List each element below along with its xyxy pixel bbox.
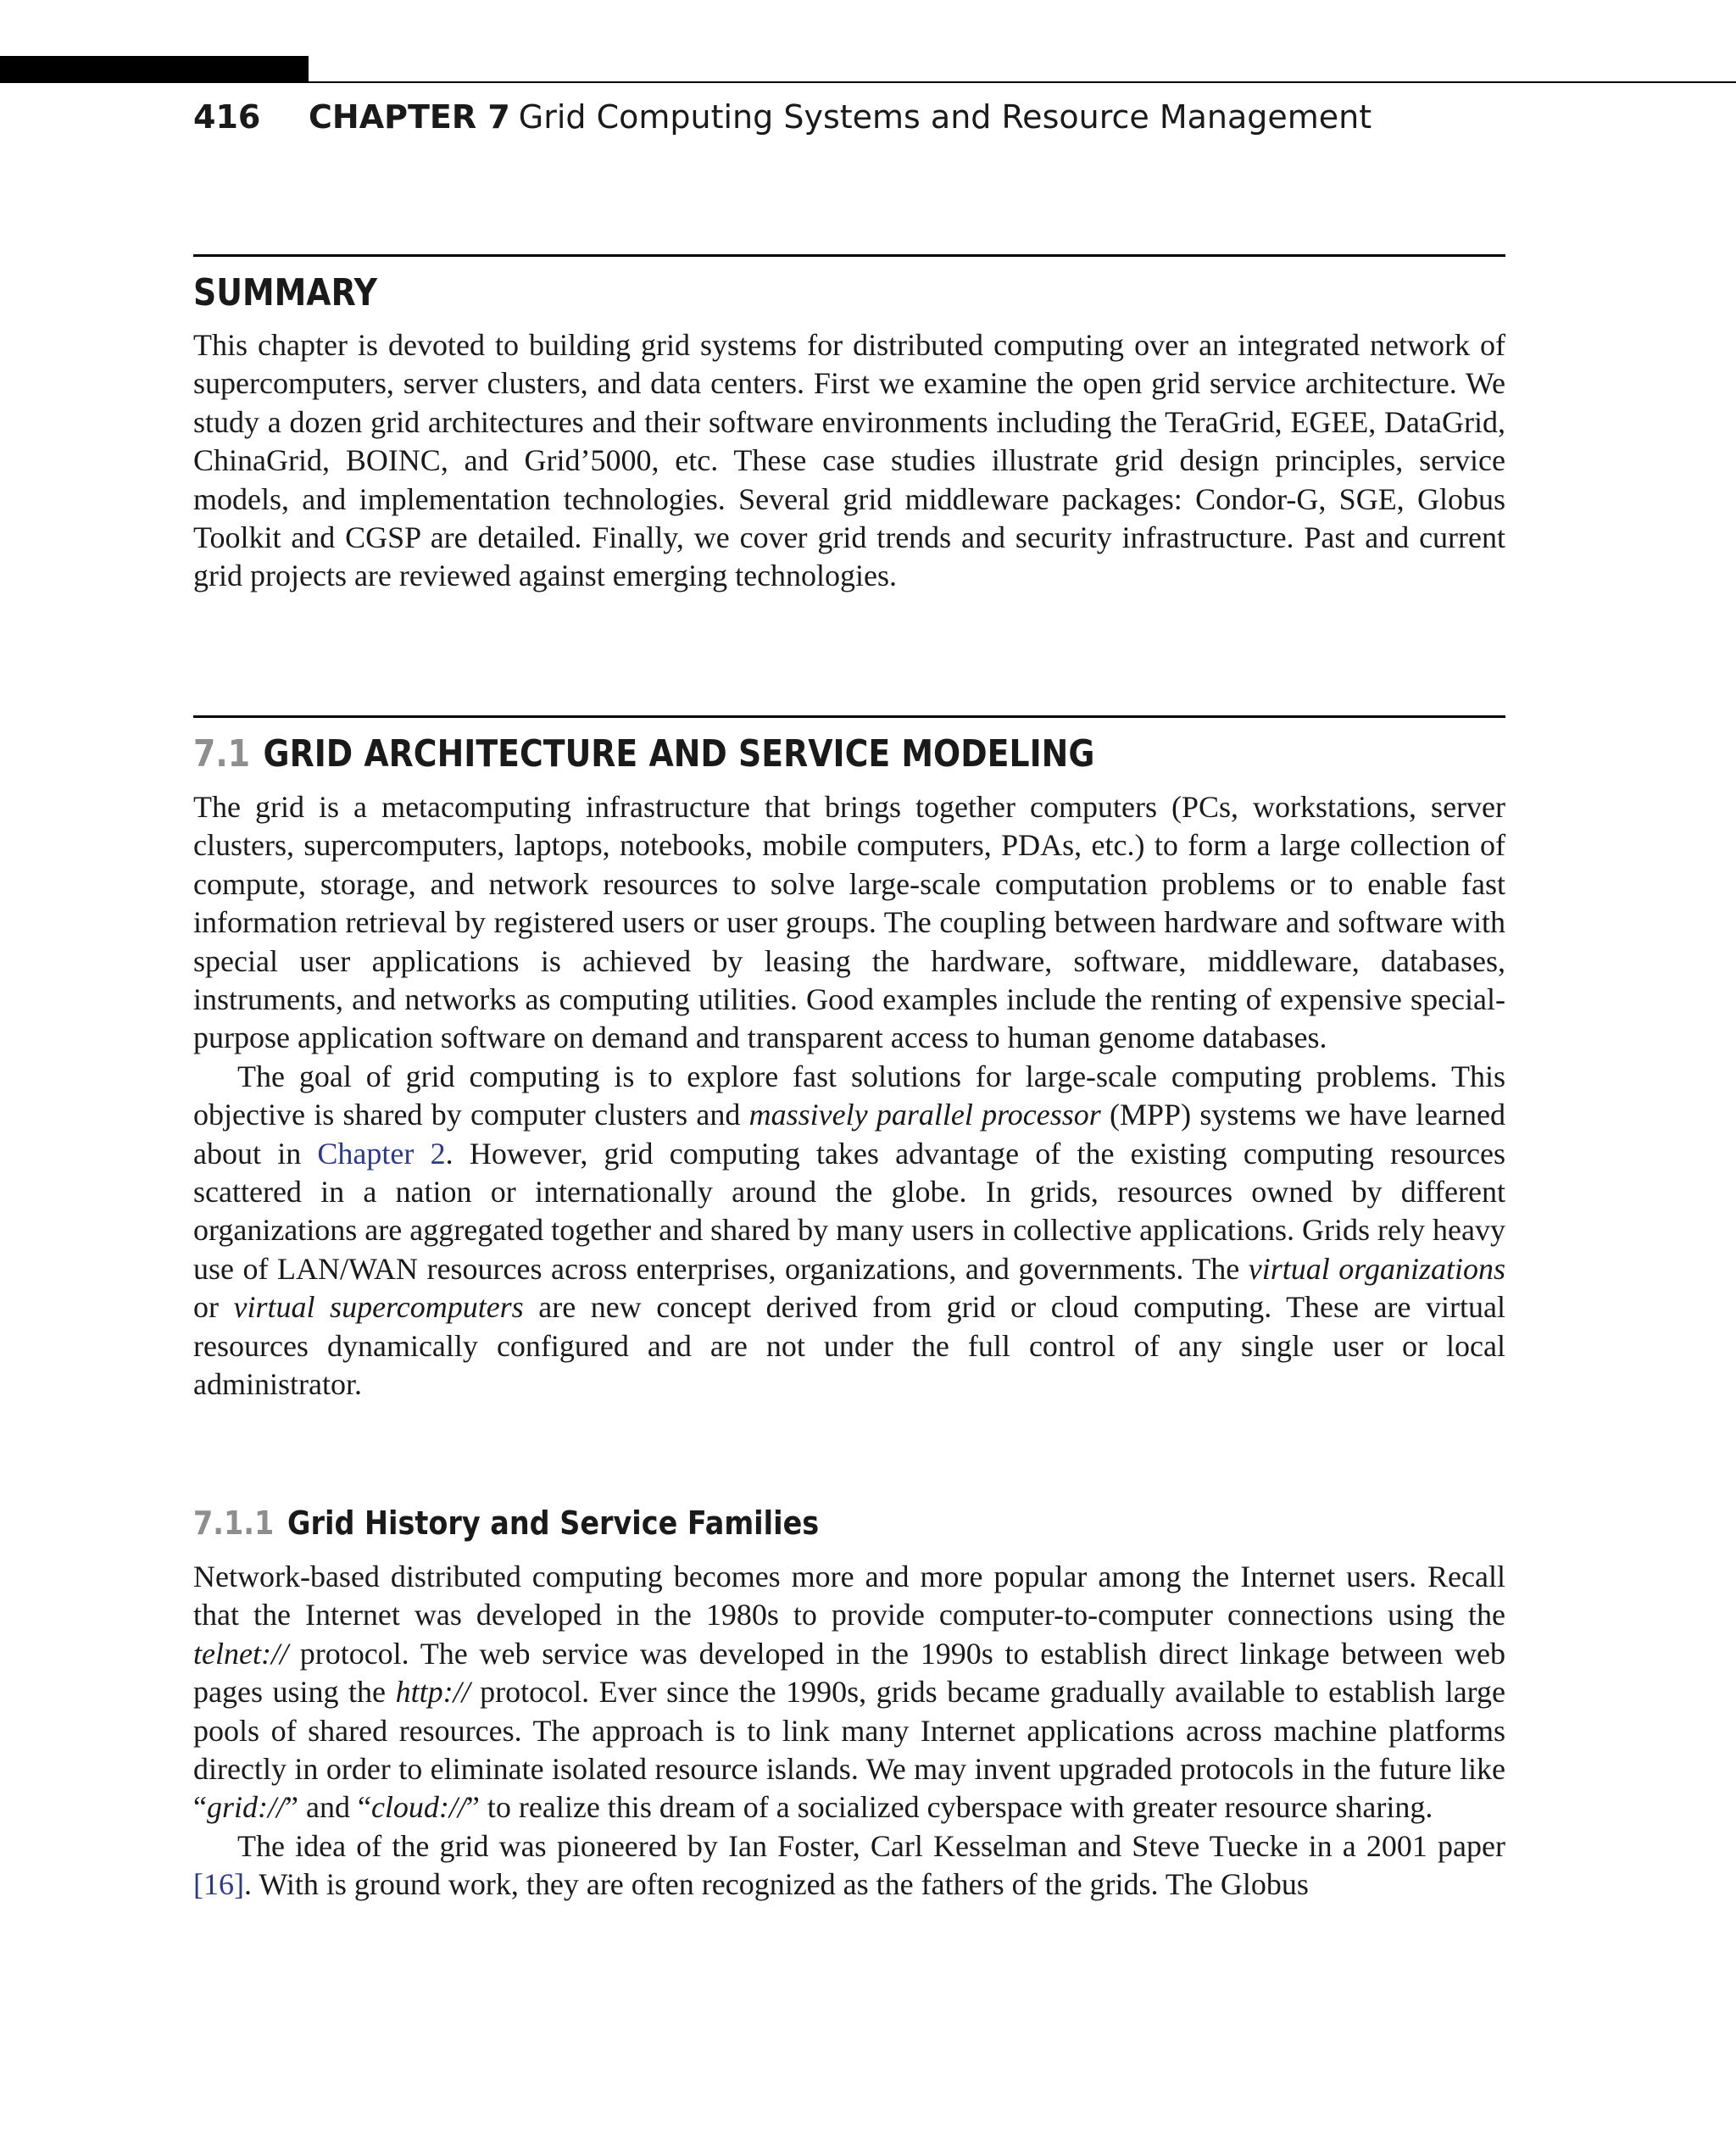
text-run: The idea of the grid was pioneered by Ian Foster, Carl Kesselman and Steve Tuecke in a 2001 paper xyxy=(237,1828,1505,1863)
section-7-1-1-paragraph-1 xyxy=(193,1558,1505,1827)
summary-heading xyxy=(193,268,377,319)
text-run: . However, grid computing takes advantage of the existing computing resources scattered in a nation or internationally around the globe. In grids, resources owned by different organizations are aggregated together and shared by many users in collective applications. Grids rely heavy use of LAN/WAN resources across enterprises, organizations, and governments. The xyxy=(193,1136,1505,1286)
chapter-title: Grid Computing Systems and Resource Management xyxy=(518,98,1372,136)
section-7-1-body xyxy=(193,788,1505,1404)
section-7-1-1-title: Grid History and Service Families xyxy=(287,1504,820,1542)
section-7-1-1-heading xyxy=(193,1500,819,1546)
section-7-1-1-paragraph-2 xyxy=(193,1827,1505,1905)
text-run: (MPP) systems we have learned about in xyxy=(193,1098,1505,1171)
emphasis-text: grid:// xyxy=(206,1790,285,1825)
text-run: ” to realize this dream of a socialized cyberspace with greater resource sharing. xyxy=(465,1790,1433,1825)
text-run: . With is ground work, they are often recognized as the fathers of the grids. The Globus xyxy=(243,1867,1309,1902)
emphasis-text: virtual supercomputers xyxy=(233,1290,524,1325)
section-7-1-title: GRID ARCHITECTURE AND SERVICE MODELING xyxy=(263,732,1095,776)
section-7-1-rule xyxy=(193,715,1505,718)
section-7-1-1-number: 7.1.1 xyxy=(193,1504,275,1542)
section-7-1-paragraph-1: The grid is a metacomputing infrastructure that brings together computers (PCs, workstations, server clusters, supercomputers, laptops, notebooks, mobile computers, PDAs, etc.) to form a large collection of compute, storage, and network resources to solve large-scale computation problems or to enable fast information retrieval by registered users or user groups. The coupling between hardware and software with special user applications is achieved by leasing the hardware, software, middleware, databases, instruments, and networks as computing utilities. Good examples include the renting of expensive special-purpose application software on demand and transparent access to human genome databases. xyxy=(193,790,1505,1055)
text-run: are new concept derived from grid or cloud computing. These are virtual resources dynamically configured and are not under the full control of any single user or local administrator. xyxy=(193,1290,1506,1402)
text-run: ” and “ xyxy=(285,1790,371,1825)
emphasis-text: http:// xyxy=(395,1675,470,1710)
reference-16-link[interactable]: [16] xyxy=(193,1867,244,1902)
section-7-1-number: 7.1 xyxy=(193,732,251,776)
summary-body xyxy=(193,326,1505,596)
text-run: or xyxy=(193,1290,234,1325)
text-run: The goal of grid computing is to explore fast solutions for large-scale computing problems. This objective is shared by computer clusters and xyxy=(193,1059,1505,1132)
summary-rule xyxy=(193,254,1505,257)
header-bar-block xyxy=(0,56,309,83)
emphasis-text: virtual organizations xyxy=(1248,1251,1506,1286)
chapter-label: CHAPTER 7 xyxy=(309,98,510,136)
summary-paragraph: This chapter is devoted to building grid systems for distributed computing over an integrated network of supercomputers, server clusters, and data centers. First we examine the open grid service architecture. We study a dozen grid architectures and their software environments including the TeraGrid, EGEE, DataGrid, ChinaGrid, BOINC, and Grid’5000, etc. These case studies illustrate grid design principles, service models, and implementation technologies. Several grid middleware packages: Condor-G, SGE, Globus Toolkit and CGSP are detailed. Finally, we cover grid trends and security infrastructure. Past and current grid projects are reviewed against emerging technologies. xyxy=(193,328,1505,593)
header-rule xyxy=(0,81,1736,83)
emphasis-text: telnet:// xyxy=(193,1636,288,1671)
section-7-1-heading xyxy=(193,729,1094,780)
running-head xyxy=(193,92,1372,142)
emphasis-text: cloud:// xyxy=(370,1790,466,1825)
summary-title: SUMMARY xyxy=(193,271,378,314)
page-number: 416 xyxy=(193,98,261,136)
text-run: Network-based distributed computing becomes more and more popular among the Internet users. Recall that the Internet was developed in the 1980s to provide computer-to-computer connections using the xyxy=(193,1560,1505,1632)
text-run: protocol. The web service was developed in the 1990s to establish direct linkage between web pages using the xyxy=(193,1636,1505,1710)
chapter-2-link[interactable]: Chapter 2 xyxy=(317,1136,446,1171)
emphasis-text: massively parallel processor xyxy=(748,1098,1101,1132)
text-run: protocol. Ever since the 1990s, grids became gradually available to establish large pools of shared resources. The approach is to link many Internet applications across machine platforms directly in order to eliminate isolated resource islands. We may invent upgraded protocols in the future like “ xyxy=(193,1675,1505,1825)
section-7-1-paragraph-2 xyxy=(193,1058,1505,1404)
section-7-1-1-body xyxy=(193,1558,1505,1905)
